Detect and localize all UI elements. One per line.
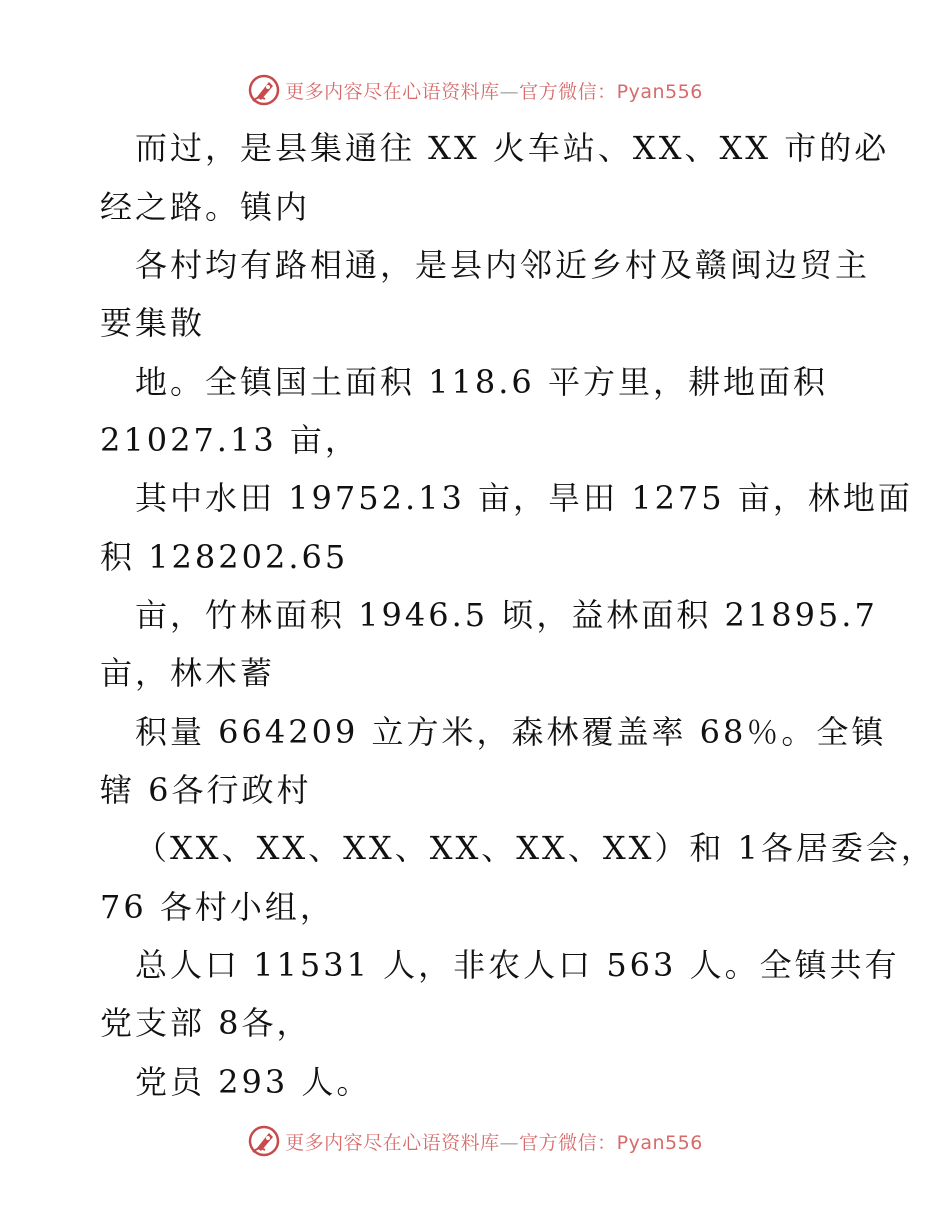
- text-line: 地。全镇国土面积 118.6 平方里，耕地面积: [135, 363, 828, 401]
- pen-nib-logo-icon: [247, 73, 281, 107]
- text-line: 党员 293 人。: [135, 1063, 372, 1101]
- text-line: 党支部 8各，: [100, 1004, 312, 1042]
- header-banner: [0, 70, 950, 110]
- text-line: 其中水田 19752.13 亩，旱田 1275 亩，林地面: [135, 479, 913, 517]
- text-line: 总人口 11531 人，非农人口 563 人。全镇共有: [135, 946, 900, 984]
- footer-banner-wechat: 官方微信：Pyan556: [519, 1131, 703, 1154]
- header-banner-wechat: 官方微信：Pyan556: [519, 80, 703, 103]
- pen-nib-logo-icon: [247, 1124, 281, 1158]
- text-line: 各村均有路相通，是县内邻近乡村及赣闽边贸主: [135, 246, 871, 284]
- header-banner-text: [285, 77, 703, 104]
- text-line: 要集散: [100, 304, 206, 342]
- text-line: （XX、XX、XX、XX、XX、XX）和 1各居委会，: [135, 829, 936, 867]
- text-line: 76 各村小组，: [100, 888, 335, 926]
- header-banner-title: 更多内容尽在心语资料库: [285, 80, 500, 103]
- footer-banner: [0, 1121, 950, 1161]
- text-line: 积量 664209 立方米，森林覆盖率 68％。全镇: [135, 713, 887, 751]
- text-line: 经之路。镇内: [100, 188, 311, 226]
- footer-banner-text: [285, 1128, 703, 1155]
- header-banner-separator: —: [499, 80, 520, 103]
- text-line: 积 128202.65: [100, 538, 349, 576]
- text-line: 21027.13 亩，: [100, 421, 360, 459]
- footer-banner-title: 更多内容尽在心语资料库: [285, 1131, 500, 1154]
- text-line: 辖 6各行政村: [100, 771, 312, 809]
- text-line: 而过，是县集通往 XX 火车站、XX、XX 市的必: [135, 129, 890, 167]
- footer-banner-separator: —: [499, 1131, 520, 1154]
- text-line: 亩，林木蓄: [100, 654, 276, 692]
- text-line: 亩，竹林面积 1946.5 顷，益林面积 21895.7: [135, 596, 878, 634]
